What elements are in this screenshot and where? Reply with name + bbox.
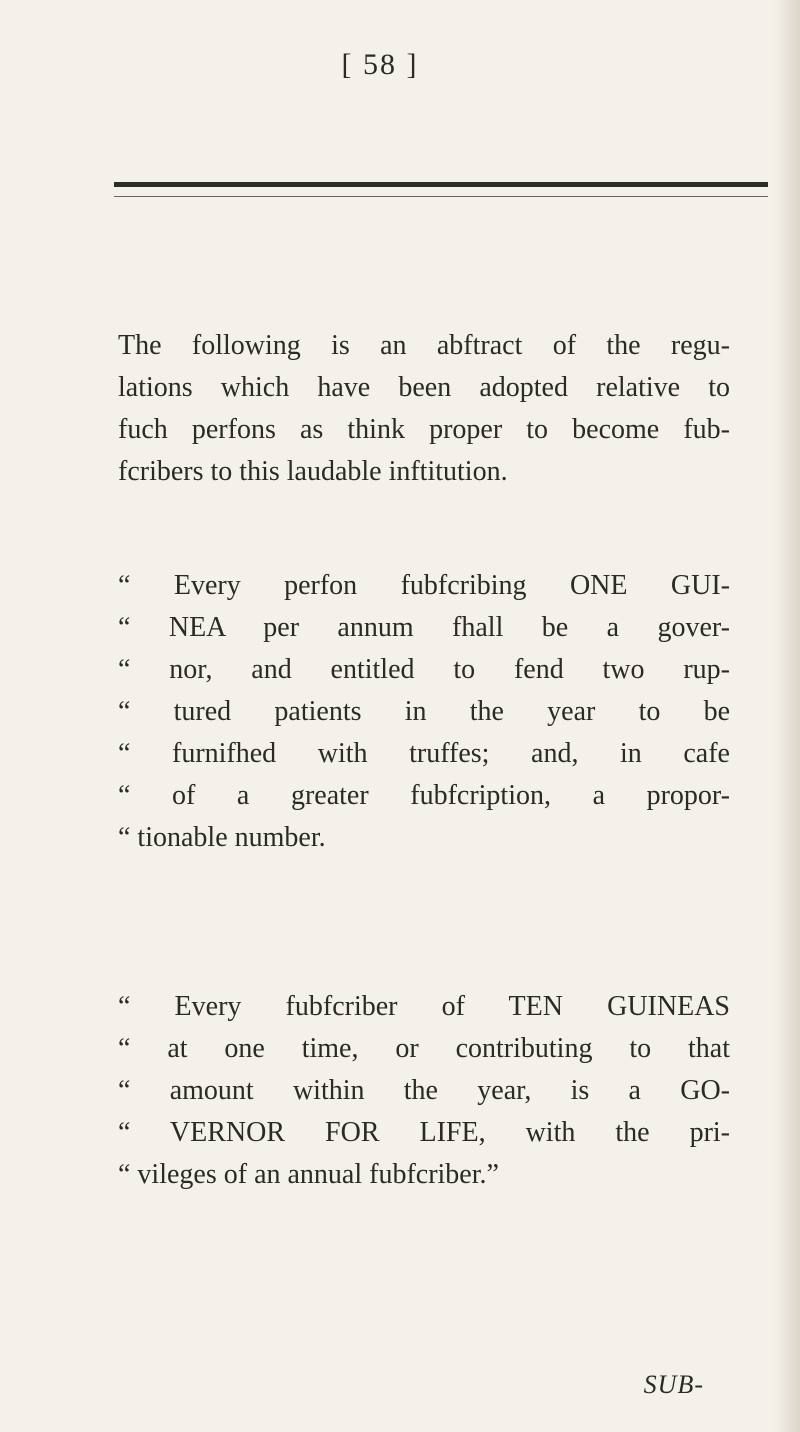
header-rule: [114, 182, 768, 198]
catchword: SUB-: [643, 1370, 704, 1399]
text-line: lations which have been adopted relative to: [118, 372, 730, 403]
page-edge-shadow: [774, 0, 800, 1432]
text-line: “ nor, and entitled to fend two rup-: [118, 654, 730, 685]
text-line: “ amount within the year, is a GO-: [118, 1075, 730, 1106]
text-line: The following is an abftract of the regu-: [118, 330, 730, 361]
text-line: “ furnifhed with truffes; and, in cafe: [118, 738, 730, 769]
text-line: fcribers to this laudable inftitution.: [118, 456, 508, 487]
quote-paragraph-one-guinea: [118, 565, 730, 859]
text-line: “ tured patients in the year to be: [118, 696, 730, 727]
text-line: “ NEA per annum fhall be a gover-: [118, 612, 730, 643]
header-rule-thick: [114, 182, 768, 187]
intro-paragraph: [118, 325, 730, 493]
text-line: “ vileges of an annual fubfcriber.”: [118, 1159, 499, 1190]
text-line: “ VERNOR FOR LIFE, with the pri-: [118, 1117, 730, 1148]
text-line: “ tionable number.: [118, 822, 326, 853]
text-line: “ Every fubfcriber of TEN GUINEAS: [118, 991, 730, 1022]
quote-paragraph-ten-guineas: [118, 986, 730, 1196]
header-rule-thin: [114, 196, 768, 197]
text-line: fuch perfons as think proper to become fub-: [118, 414, 730, 445]
text-line: “ of a greater fubfcription, a propor-: [118, 780, 730, 811]
text-line: “ at one time, or contributing to that: [118, 1033, 730, 1064]
text-line: “ Every perfon fubfcribing ONE GUI-: [118, 570, 730, 601]
page-number: [ 58 ]: [341, 48, 419, 81]
